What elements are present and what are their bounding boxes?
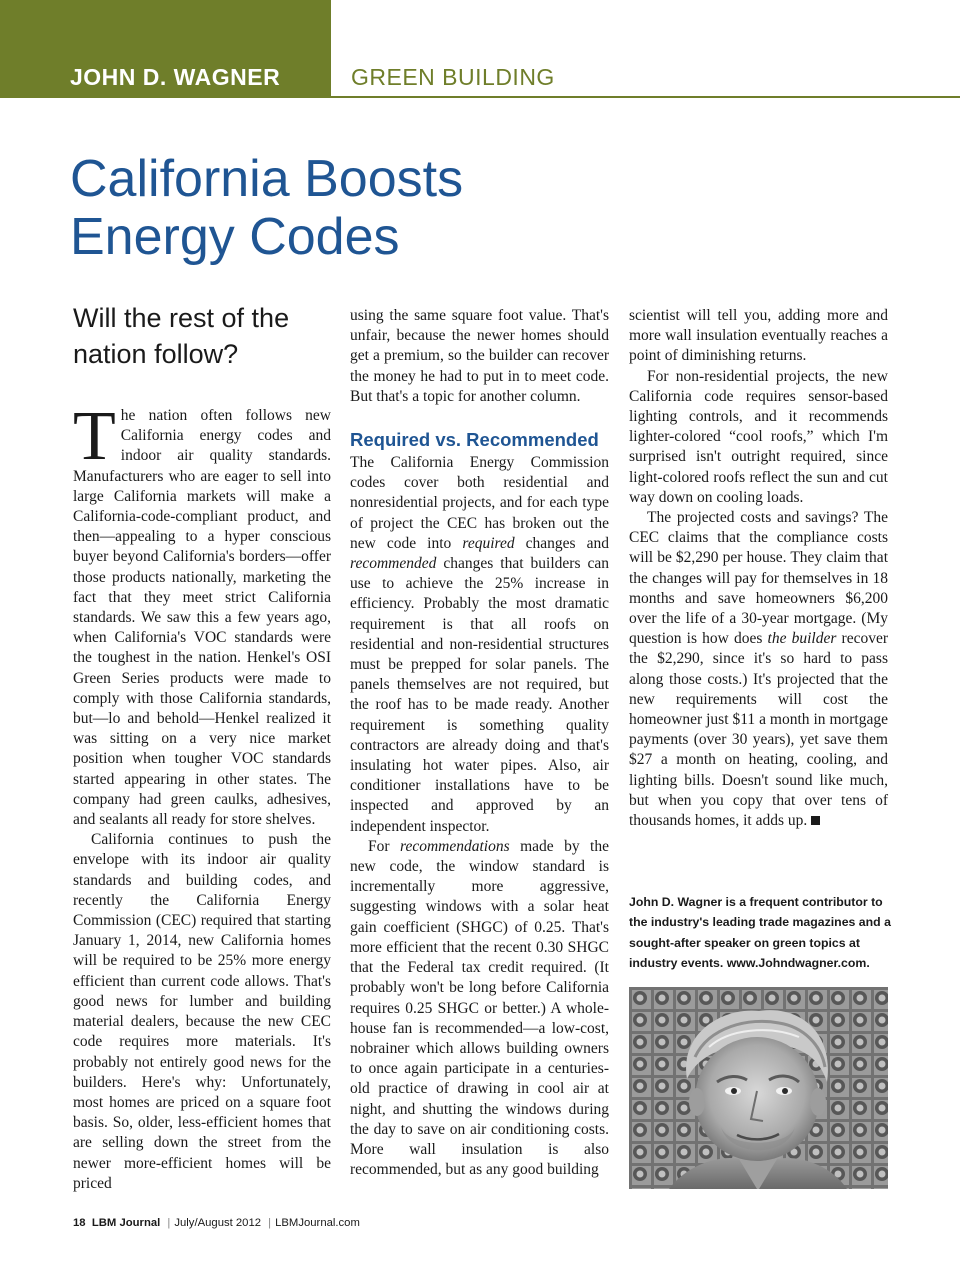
author-name: JOHN D. WAGNER <box>70 64 281 90</box>
website-link[interactable]: LBMJournal.com <box>275 1217 360 1229</box>
subhead: Required vs. Recommended <box>350 429 599 451</box>
drop-cap: T <box>73 398 116 475</box>
article-paragraph: For non-residential projects, the new California code requires sensor-based lighting controls, and it recommends lighter-colored “cool roofs,” which I'm surprised isn't outright required, since light-colored roofs reflect the sun and cut way down on cooling loads. <box>629 367 888 506</box>
article-column-2 <box>350 306 609 1180</box>
article-paragraph: scientist will tell you, adding more and more wall insulation eventually reaches a point of diminishing returns. <box>629 307 888 365</box>
page-number: 18 <box>73 1217 86 1229</box>
headline <box>70 150 590 266</box>
issue-date: July/August 2012 <box>174 1217 262 1229</box>
article-paragraph: The nation often follows new California energy codes and indoor air quality standards. Manufacturers who are eager to sell into large California markets will make a California-code-compliant product, and then—appealing to a hyper conscious buyer beyond California's borders—offer those products nationally, marketing the fact that they meet strict California standards. We saw this a few years ago, when California's VOC standards were the toughest in the nation. Henkel's OSI Green Series products were made to comply with those California standards, but—lo and behold—Henkel realized it was sitting on a very nice market position when tougher VOC standards started appearing in other states. The company had green caulks, adhesives, and sealants all ready for store shelves. <box>73 398 331 829</box>
article-column-3 <box>629 306 888 831</box>
article-paragraph: The California Energy Commission codes cover both residential and nonresidential projects, and for each type of project the CEC has broken out the new code into required changes and recommended changes that builders can use to achieve the 25% increase in efficiency. Probably the most dramatic requirement is that all roofs on residential and non-residential structures must be prepped for solar panels. The panels themselves are not required, but the roof has to be made ready. Another requirement is something quality contractors are already doing and that's insulating hot water pipes. Also, air conditioner installations have to be inspected and approved by an independent inspector. <box>350 454 609 835</box>
author-bio: John D. Wagner is a frequent contributor to the industry's leading trade magazines and a sought-after speaker on green topics at industry events. www.Johndwagner.com. <box>629 895 891 970</box>
page-footer <box>73 1217 360 1229</box>
headline-line-1: California Boosts <box>70 150 464 208</box>
deck-line-1: Will the rest of the <box>73 303 290 333</box>
article-paragraph: For recommendations made by the new code, the window standard is incrementally more aggressive, suggesting windows with a solar heat gain coefficient (SHGC) of 0.25. That's more efficient that the recent 0.30 SHGC that the Federal tax credit required. (It probably won't be long before California requires 0.25 SHGC or better.) A whole-house fan is recommended—a low-cost, nobrainer which allows building owners to once again participate in a centuries-old practice of drawing in cool air at night, and shutting the windows during the day to save on air conditioning costs. More wall insulation is also recommended, but as any good building <box>350 837 609 1179</box>
section-label: GREEN BUILDING <box>351 64 555 90</box>
deck <box>73 300 333 372</box>
footer-divider: | <box>268 1217 272 1229</box>
footer-divider: | <box>167 1217 171 1229</box>
article-paragraph: The projected costs and savings? The CEC claims that the compliance costs will be $2,290 per house. They claim that the changes will pay for themselves in 18 months and save homeowners $6,200 over the life of a 30-year mortgage. (My question is how does the builder recover the $2,290, since it's so hard to pass along those costs.) It's projected that the new requirements will cost the homeowner just $11 a month in mortgage payments (over 30 years), yet save them $27 a month on heating, cooling, and lighting bills. Doesn't sound like much, but when you copy that over tens of thousands homes, it adds up. <box>629 509 888 830</box>
headline-line-2: Energy Codes <box>70 208 400 266</box>
article-paragraph: California continues to push the envelope with its indoor air quality standards and building codes, and recently the California Energy Commission (CEC) required that starting January 1, 2014, new California homes will be required to be 25% more energy efficient than current code allows. That's good news for lumber and building material dealers, because the new CEC code requires more materials. It's probably not entirely good news for the builders. Here's why: Unfortunately, most homes are priced on a square foot basis. So, older, less-efficient homes that are selling down the street from the newer more-efficient homes will be priced <box>73 831 331 1192</box>
header-rule <box>331 96 960 98</box>
deck-line-2: nation follow? <box>73 339 239 369</box>
article-column-1 <box>73 398 331 1194</box>
publication-name: LBM Journal <box>91 1217 161 1229</box>
author-photo <box>629 987 888 1189</box>
article-paragraph: using the same square foot value. That's unfair, because the newer homes should get a premium, so the builder can recover the money he had to put in to meet code. But that's a topic for another column. <box>350 307 609 405</box>
end-mark-icon <box>811 816 820 825</box>
